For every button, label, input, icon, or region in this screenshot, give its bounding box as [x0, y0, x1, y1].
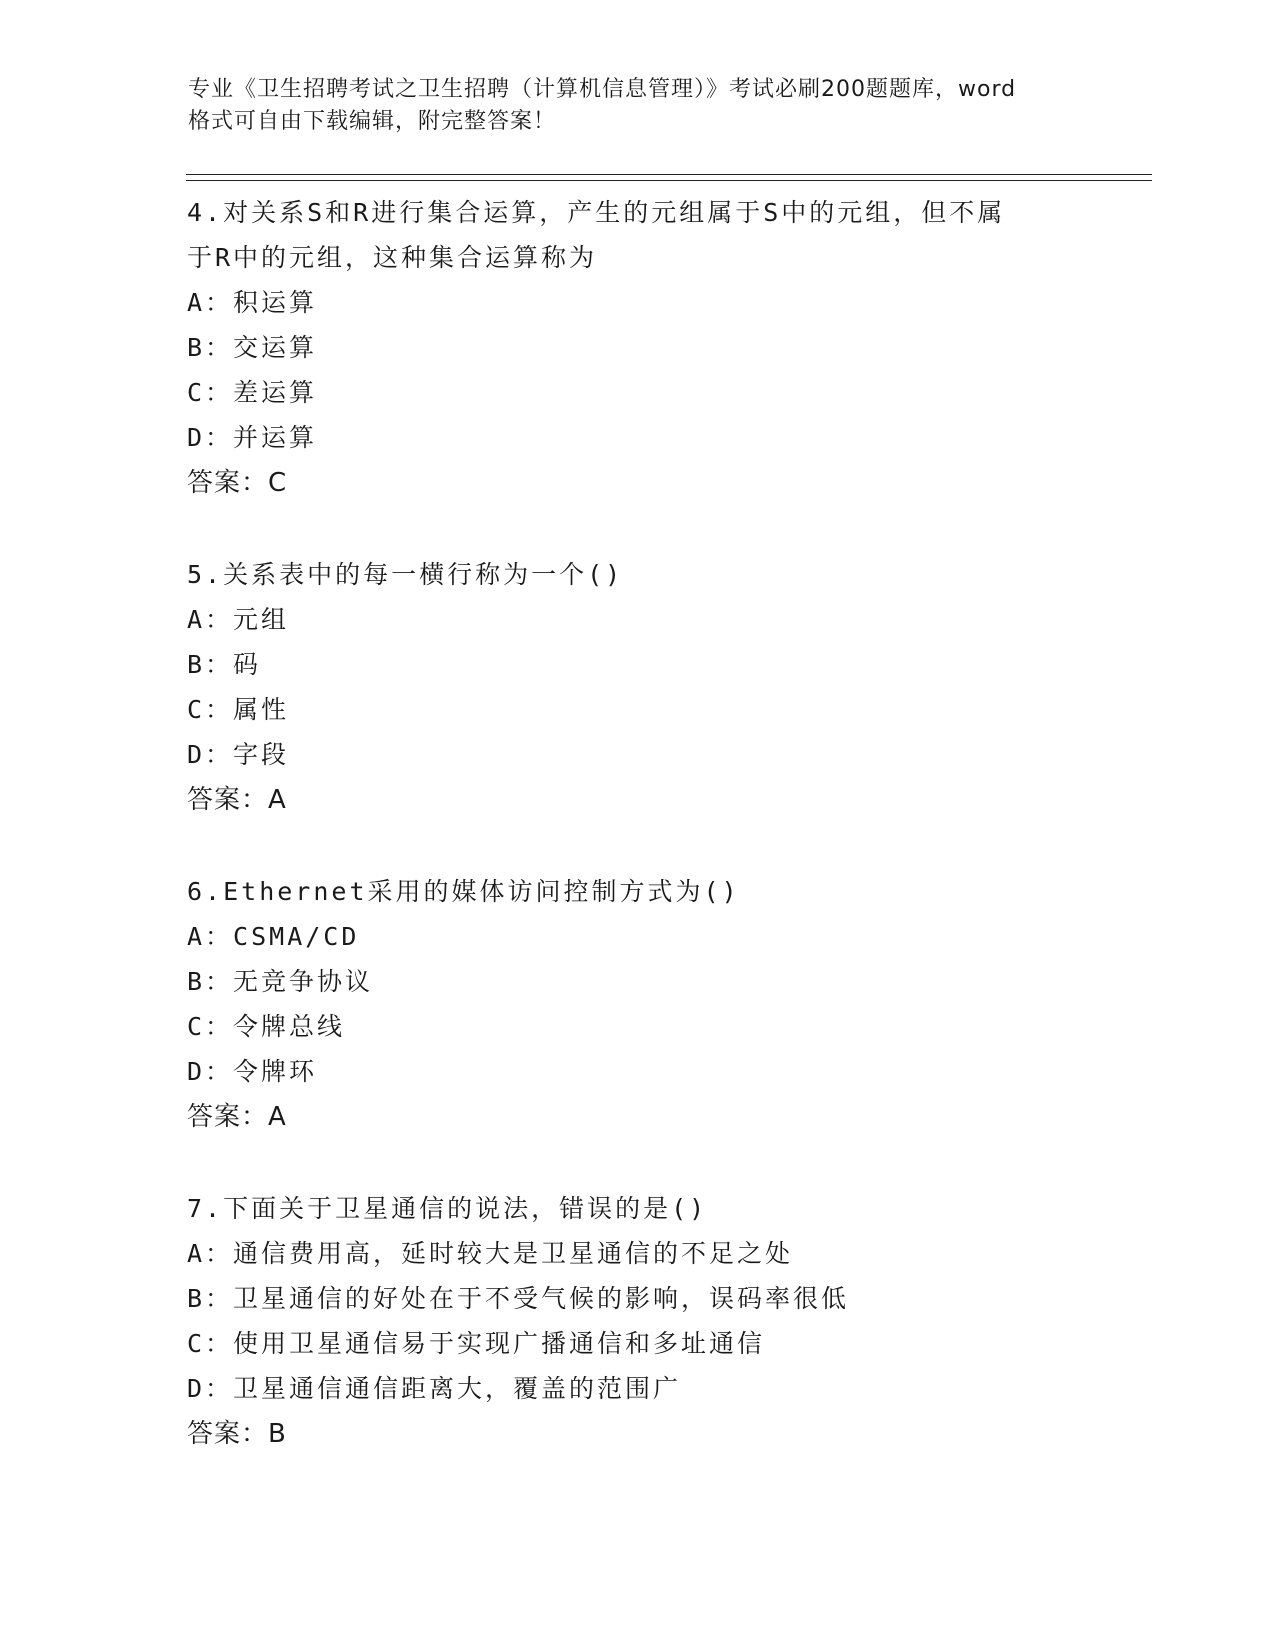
option-d: D：卫星通信通信距离大，覆盖的范围广	[187, 1374, 682, 1403]
option-c: C：令牌总线	[187, 1012, 346, 1041]
answer-line: 答案：C	[187, 468, 288, 498]
option-a: A：通信费用高，延时较大是卫星通信的不足之处	[187, 1239, 794, 1268]
option-c: C：属性	[187, 695, 290, 724]
question-4	[187, 190, 1117, 506]
option-a: A：积运算	[187, 288, 318, 317]
question-text: 7.下面关于卫星通信的说法，错误的是()	[187, 1194, 708, 1223]
answer-line: 答案：B	[187, 1419, 287, 1449]
option-d: D：令牌环	[187, 1057, 318, 1086]
answer-line: 答案：A	[187, 785, 287, 815]
header-line-2: 格式可自由下载编辑，附完整答案！	[188, 109, 557, 134]
option-c: C：使用卫星通信易于实现广播通信和多址通信	[187, 1329, 766, 1358]
question-text: 5.关系表中的每一横行称为一个()	[187, 560, 624, 589]
question-text-continued: 于R中的元组，这种集合运算称为	[187, 243, 598, 272]
question-5	[187, 552, 1117, 823]
question-list	[187, 190, 1117, 1503]
option-a: A：元组	[187, 605, 290, 634]
question-text: 6.Ethernet采用的媒体访问控制方式为()	[187, 877, 740, 906]
answer-line: 答案：A	[187, 1102, 287, 1132]
option-a: A：CSMA/CD	[187, 922, 360, 951]
option-b: B：码	[187, 650, 262, 679]
option-c: C：差运算	[187, 378, 318, 407]
option-b: B：卫星通信的好处在于不受气候的影响，误码率很低	[187, 1284, 850, 1313]
question-text: 4.对关系S和R进行集合运算，产生的元组属于S中的元组，但不属	[187, 198, 1006, 227]
header-divider-top	[186, 174, 1152, 175]
question-7	[187, 1186, 1117, 1457]
header-line-1: 专业《卫生招聘考试之卫生招聘（计算机信息管理）》考试必刷200题题库，word	[188, 77, 1017, 102]
option-b: B：交运算	[187, 333, 318, 362]
option-b: B：无竞争协议	[187, 967, 374, 996]
option-d: D：字段	[187, 740, 290, 769]
question-6	[187, 869, 1117, 1140]
document-header	[188, 74, 1088, 138]
header-divider-bottom	[186, 180, 1152, 181]
option-d: D：并运算	[187, 423, 318, 452]
